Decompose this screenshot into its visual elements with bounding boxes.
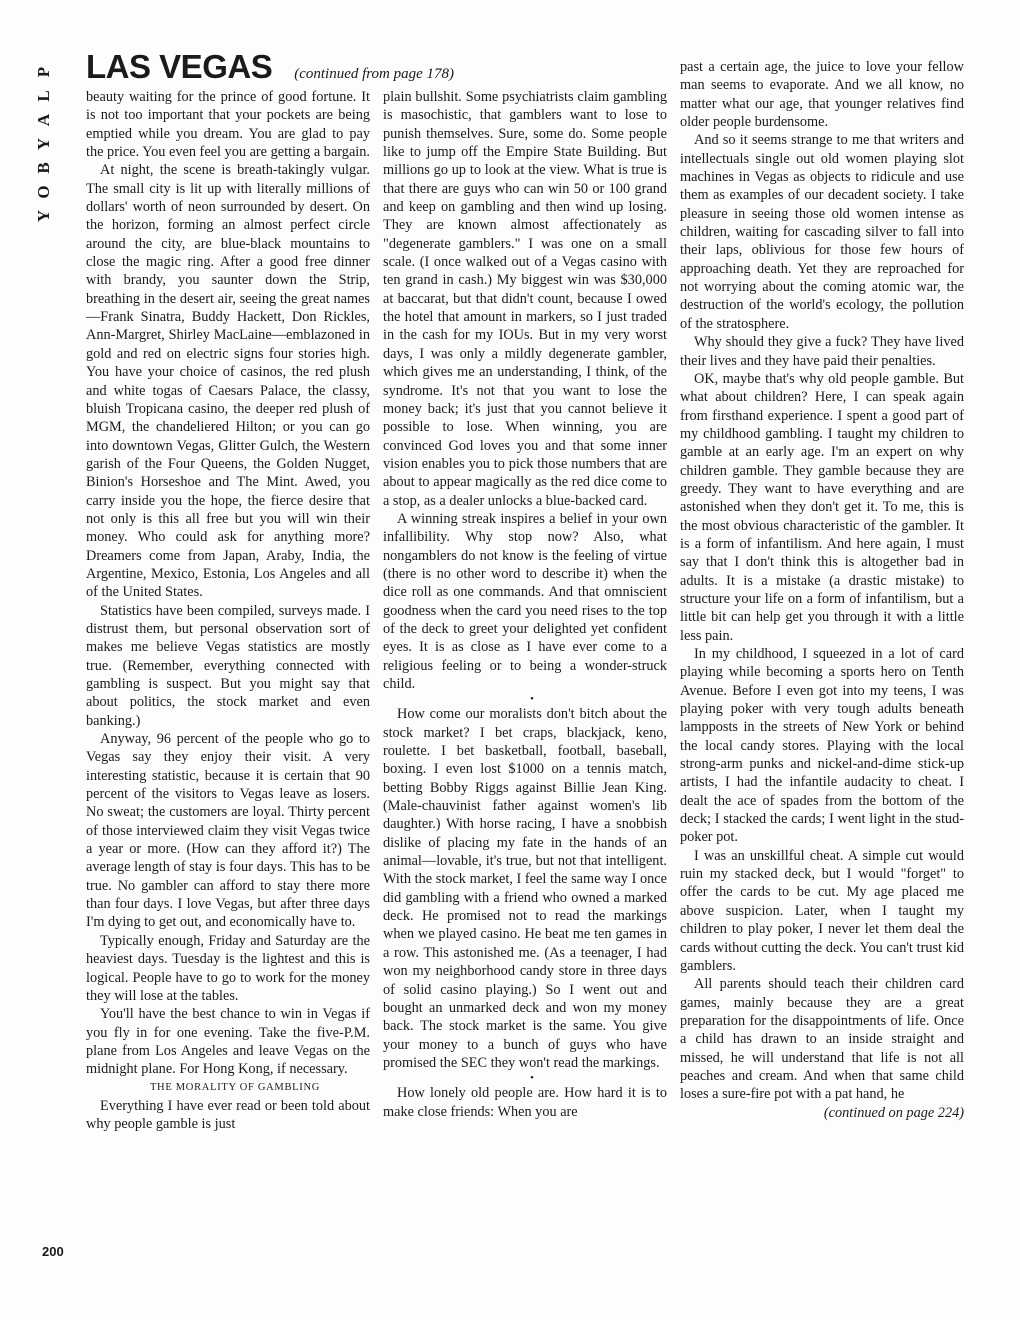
paragraph: You'll have the best chance to win in Vegas if you fly in for one evening. Take the five-P.M. plane from Los Angeles and leave Vegas on the midnight plane. For Hong Kong, if necessary.: [86, 1006, 370, 1078]
paragraph: Everything I have ever read or been told about why people gamble is just: [86, 1097, 370, 1133]
text-column-3: [680, 58, 964, 1122]
section-separator: •: [530, 1072, 534, 1085]
paragraph: Why should they give a fuck? They have lived their lives and they have paid their penalties.: [680, 334, 964, 369]
paragraph: A winning streak inspires a belief in your own infallibility. Why stop now? Also, what nongamblers do not know is the feeling of virtue (there is no other word to describe it) when the dice roll as one commands. And that omniscient goodness when the card you need rises to the top of the deck to greet your delighted yet confident eyes. It is as close as I have ever come to a religious feeling or to being a wonder-struck child.: [383, 510, 667, 692]
paragraph: I was an unskillful cheat. A simple cut would ruin my stacked deck, but I would "forget" to offer the cards to be cut. My age placed me above suspicion. Later, when I taught my children to play poker, I never let them deal the cards without cutting the deck. You can't trust kid gamblers.: [680, 847, 964, 974]
paragraph: Anyway, 96 percent of the people who go to Vegas say they enjoy their visit. A very interesting statistic, because it is certain that 90 percent of the visitors to Vegas leave as losers. No sweat; the customers are loyal. Thirty percent of those interviewed claim they visit Vegas twice a year or more. (How can they afford it?) The average length of stay is four days. This has to be true. No gambler can afford to stay there more than four days. I love Vegas, but after three days I'm dying to get out, and economically have to.: [86, 731, 370, 931]
paragraph: How come our moralists don't bitch about the stock market? I bet craps, blackjack, keno, roulette. I bet basketball, football, baseball, boxing. I even lost $1000 on a tennis match, betting Bobby Riggs against Billie Jean King. (Male-chauvinist father against women's lib daughter.) With horse racing, I have a snobbish dislike of placing my fate in the hands of an animal—lovable, it's true, but not that intelligent. With the stock market, I feel the same way I once did gambling with a friend who owned a marked deck. He promised not to read the markings when we played casino. He beat me ten games in a row. This astonished me. (As a teenager, I had won my neighborhood candy store in three days of solid casino playing.) So I went out and bought an unmarked deck and won my money back. The stock market is the same. You give your money to a bunch of guys who have promised the SEC they won't read the markings.: [383, 706, 667, 1071]
paragraph: At night, the scene is breath-takingly vulgar. The small city is lit up with literally millions of dollars' worth of neon surrounded by desert. On the horizon, forming an almost perfect circle around the city, are blue-black mountains to close the magic ring. After a good free dinner with brandy, you saunter down the Strip, breathing in the desert air, seeing the great names—Frank Sinatra, Buddy Hackett, Don Rickles, Ann-Margret, Shirley MacLaine—emblazoned in gold and red on electric signs four stories high. You have your choice of casinos, the red plush and white togas of Caesars Palace, the classy, bluish Tropicana casino, the deeper red plush of MGM, the chandeliered Hilton; or you can go into downtown Vegas, Glitter Gulch, the Western garish of the Four Queens, the Golden Nugget, Binion's Horseshoe and The Mint. Awed, you carry inside you the hope, the fierce desire that not only is this all free but you will win their money. Who could ask for anything more? Dreamers come from Japan, Araby, India, the Argentine, Mexico, Estonia, Los Angeles and all of the United States.: [86, 162, 370, 601]
paragraph: plain bullshit. Some psychiatrists claim gambling is masochistic, that gamblers want to lose to punish themselves. Sure, some do. Some people like to jump off the Empire State Building. But millions go up to look at the view. What is true is that there are guys who can win 50 or 100 grand and keep on gambling and then wind up losing. They are known almost affectionately as "degenerate gamblers." I was one on a small scale. (I once walked out of a Vegas casino with ten grand in cash.) My biggest win was $30,000 at baccarat, but that didn't count, because I owed the hotel that amount in markers, so I just traded in the cash for my IOUs. But in my very worst days, I was only a mildly degenerate gambler, which gives me an understanding, I think, of the syndrome. It's not that you want to lose the money back; it's just that you cannot believe it possible to lose. When winning, you are convinced God loves you and that some inner vision enables you to pick those numbers that are about to appear magically as the red dice come to a stop, as a dealer unlocks a blue-backed card.: [383, 89, 667, 509]
section-subhead: THE MORALITY OF GAMBLING: [149, 1081, 321, 1093]
paragraph: How lonely old people are. How hard it is to make close friends: When you are: [383, 1085, 667, 1120]
paragraph: In my childhood, I squeezed in a lot of card playing while becoming a sports hero on Tenth Avenue. Before I even got into my teens, I was playing poker with very tough adults beneath lampposts in the streets of New York or behind the local candy stores. Playing with the local strong-arm punks and nickel-and-dime stick-up artists, I had the infantile audacity to cheat. I dealt the ace of spades from the bottom of the deck; I stacked the cards; I went light in the stud-poker pot.: [680, 646, 964, 846]
paragraph: And so it seems strange to me that writers and intellectuals single out old women playing slot machines in Vegas as objects to ridicule and use them as examples of our decadent society. I take pleasure in seeing those old women intense as children, waiting for cascading silver to fall into their laps, oblivious for those few hours of approaching death. Yet they are reproached for not worrying about the coming atomic war, the destruction of the world's ecology, the pollution of the stratosphere.: [680, 132, 964, 332]
paragraph: Statistics have been compiled, surveys made. I distrust them, but personal observation sort of makes me believe Vegas statistics are mostly true. (Remember, everything connected with gambling is suspect. But you might say that about politics, the stock market and even banking.): [86, 602, 370, 729]
continued-on-note: (continued on page 224): [823, 1104, 964, 1121]
paragraph: past a certain age, the juice to love your fellow man seems to evaporate. And we all know, no matter what our age, that younger relatives find older people burdensome.: [680, 59, 964, 131]
article-title: LAS VEGAS: [86, 48, 273, 85]
article-header: [86, 48, 506, 90]
text-column-2: [383, 88, 667, 1121]
page-number: 200: [42, 1244, 64, 1259]
paragraph: All parents should teach their children card games, mainly because they are a great preparation for the disappointments of life. Once a child has drawn to an inside straight and missed, he will understand that life is not all peaches and cream. And when that same child loses a sure-fire pot with a pat hand, he: [680, 976, 964, 1103]
paragraph: Typically enough, Friday and Saturday are the heaviest days. Tuesday is the lightest and this is logical. People have to go to work for the money they will lose at the tables.: [86, 932, 370, 1004]
text-column-1: [86, 88, 370, 1134]
magazine-name-vertical: P L A Y B O Y: [34, 66, 53, 223]
paragraph: beauty waiting for the prince of good fortune. It is not too important that your pockets are being emptied while you dream. You are glad to pay the price. You even feel you are getting a bargain.: [86, 89, 370, 161]
section-separator: •: [530, 693, 534, 706]
continued-from-note: (continued from page 178): [294, 66, 455, 82]
paragraph: OK, maybe that's why old people gamble. But what about children? Here, I can speak again from firsthand experience. I spent a good part of my childhood gambling. I taught my children to gamble at an early age. I'm an expert on why children gamble. They gamble because they are greedy. They want to have everything and are astonished when they don't get it. To me, this is the most obvious characteristic of the gambler. It is a form of infantilism. And here again, I must say that I don't think this is altogether bad in adults. It is a mistake (a drastic mistake) to structure your life on a form of infantilism, but a little bit can help get you through it with a little less pain.: [680, 370, 964, 644]
